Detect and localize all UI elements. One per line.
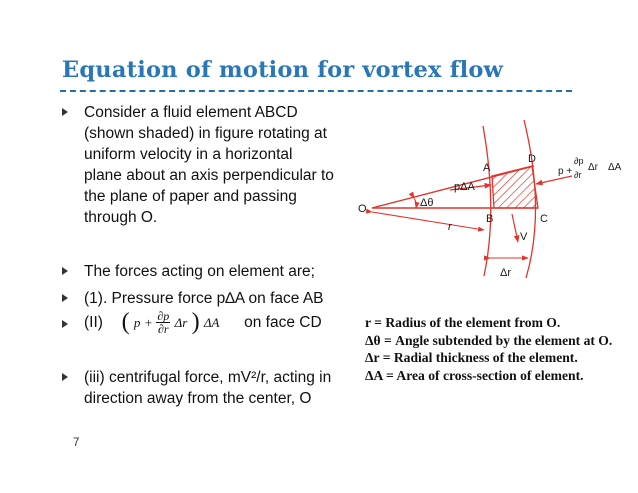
vortex-element-figure xyxy=(350,118,628,278)
label-delta-theta: Δθ xyxy=(420,197,434,209)
formula-delta-r: Δr xyxy=(174,315,188,330)
bullet-line: through O. xyxy=(84,209,158,226)
bullet-line: (shown shaded) in figure rotating at xyxy=(84,125,327,142)
title-divider xyxy=(60,90,572,92)
inner-arc xyxy=(483,126,494,276)
label-pd-da: ΔA xyxy=(608,162,622,173)
bullet-marker-icon xyxy=(62,108,68,116)
bullet-line: The forces acting on element are; xyxy=(84,263,315,280)
figure-legend xyxy=(365,314,612,384)
bullet-line: uniform velocity in a horizontal xyxy=(84,146,293,163)
label-pd-num: ∂p xyxy=(574,156,584,166)
bullet-line: (iii) centrifugal force, mV²/r, acting in xyxy=(84,369,332,386)
bullet-line: direction away from the center, O xyxy=(84,390,312,407)
label-r: r xyxy=(448,221,452,233)
label-c: C xyxy=(540,213,548,225)
label-pd-dr: Δr xyxy=(588,162,599,173)
slide-title: Equation of motion for vortex flow xyxy=(62,57,504,83)
legend-line: r = Radius of the element from O. xyxy=(365,315,561,330)
legend-line: ΔA = Area of cross-section of element. xyxy=(365,367,584,383)
label-pd-p: p + xyxy=(558,166,573,177)
bullet-line: (1). Pressure force p∆A on face AB xyxy=(84,290,324,307)
bullet-line: the plane of paper and passing xyxy=(84,188,297,205)
bullet-suffix: on face CD xyxy=(244,314,322,331)
formula-denominator: ∂r xyxy=(158,322,169,336)
label-o: O xyxy=(358,203,367,215)
label-b: B xyxy=(486,213,494,225)
bullet-line: plane about an axis perpendicular to xyxy=(84,167,334,184)
bullet-marker-icon xyxy=(62,294,68,302)
bullet-prefix: (II) xyxy=(84,314,103,331)
page-number: 7 xyxy=(73,437,80,449)
pressure-arrow-cd xyxy=(536,176,572,184)
label-a: A xyxy=(483,162,491,174)
formula-plus: + xyxy=(144,315,153,330)
formula-paren-close: ) xyxy=(191,309,200,335)
shaded-element xyxy=(492,166,538,208)
bullet-marker-icon xyxy=(62,267,68,275)
bullet-line: Consider a fluid element ABCD xyxy=(84,104,298,121)
formula-fraction xyxy=(156,310,170,335)
formula-delta-a: ΔA xyxy=(203,315,220,330)
legend-line: Δθ = Angle subtended by the element at O. xyxy=(365,332,613,348)
label-d: D xyxy=(528,153,536,165)
formula-p: p xyxy=(133,315,141,330)
radius-arrow xyxy=(372,212,484,230)
label-p-delta-a: pΔA xyxy=(454,181,475,193)
label-delta-r: Δr xyxy=(500,267,512,278)
bullet-marker-icon xyxy=(62,320,68,328)
velocity-arrow xyxy=(512,214,518,242)
bullet-marker-icon xyxy=(62,373,68,381)
formula-paren-open: ( xyxy=(121,309,130,335)
legend-line: Δr = Radial thickness of the element. xyxy=(365,350,578,365)
label-pd-den: ∂r xyxy=(574,170,582,180)
delta-theta-arc xyxy=(414,198,416,208)
formula-numerator: ∂p xyxy=(157,309,170,323)
label-v: V xyxy=(520,231,528,243)
